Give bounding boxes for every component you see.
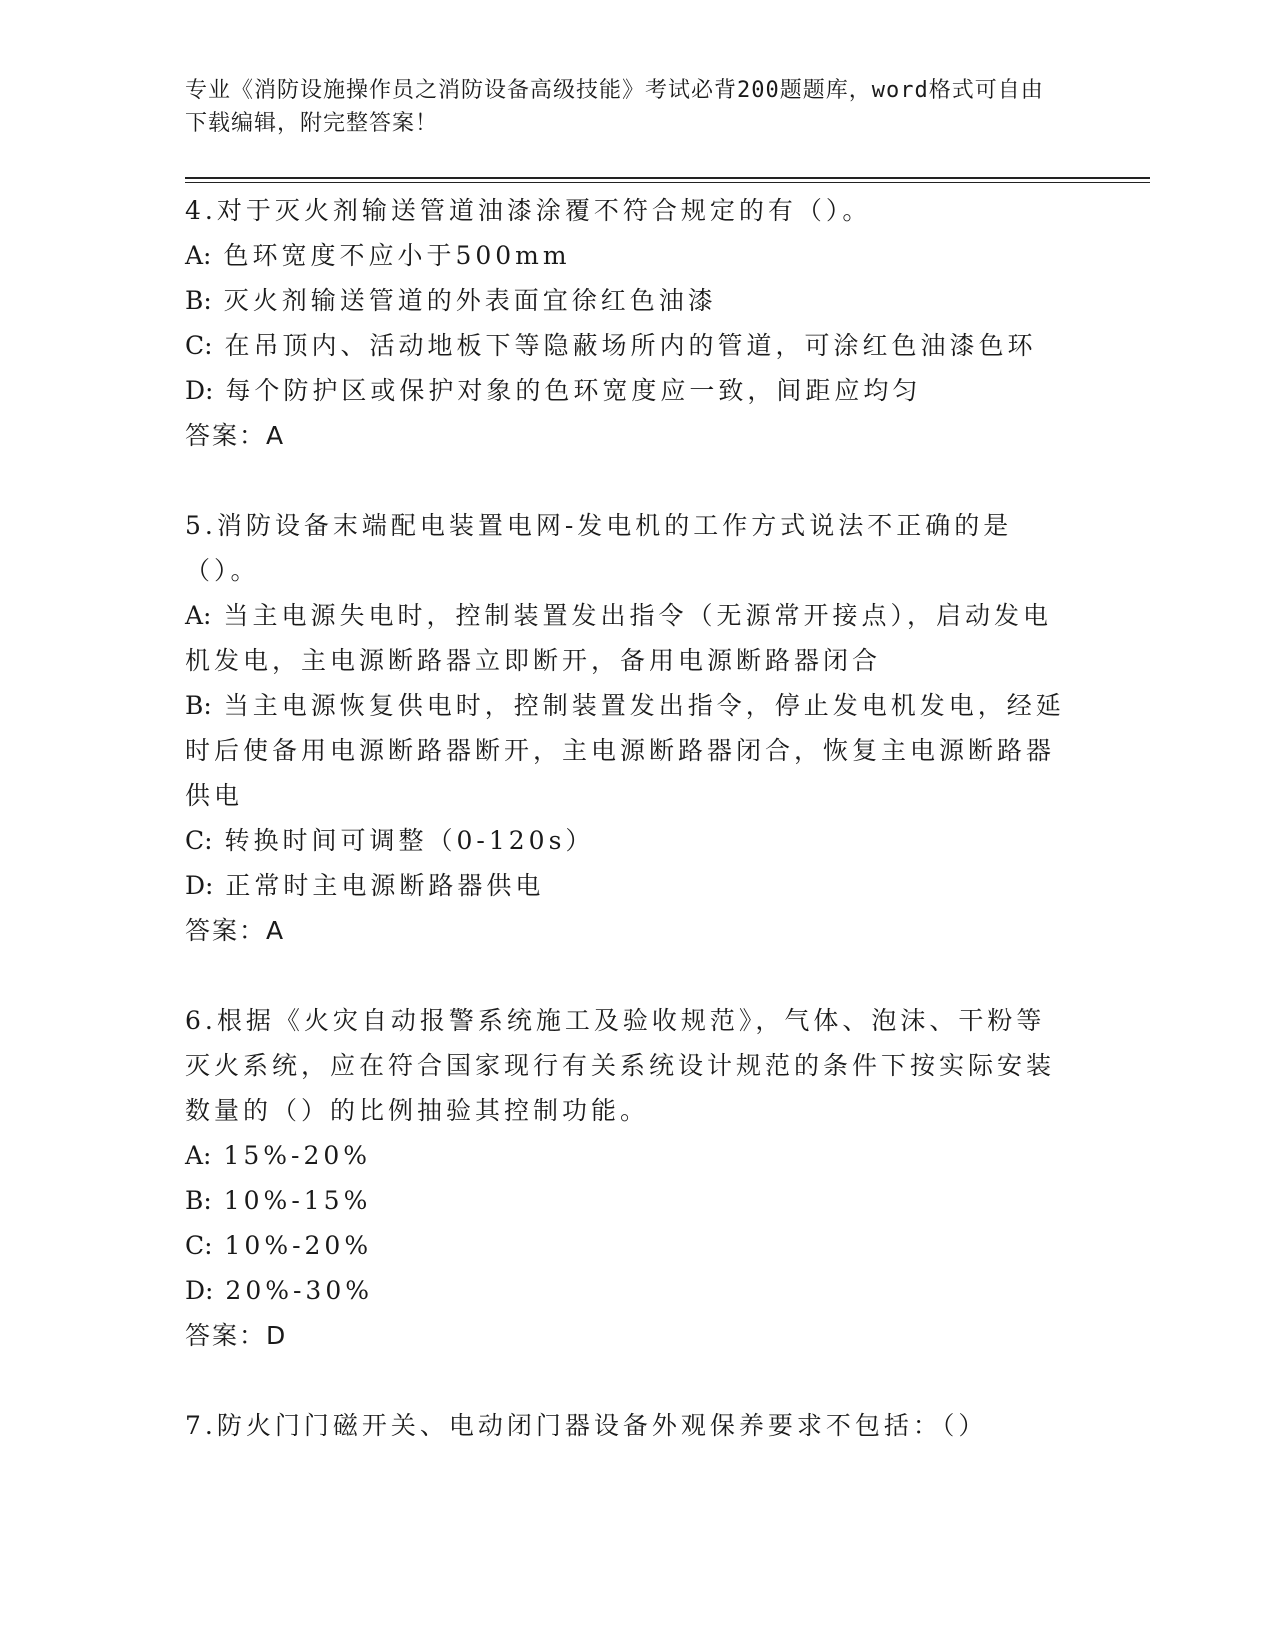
question-text: 消防设备末端配电装置电网-发电机的工作方式说法不正确的是（）。 [185, 511, 1013, 585]
option-letter: B: [185, 286, 212, 315]
question-number: 7. [185, 1411, 217, 1440]
option-a [185, 1133, 1070, 1178]
option-text: 20%-30% [225, 1276, 374, 1305]
question-text: 对于灭火剂输送管道油漆涂覆不符合规定的有（）。 [216, 196, 872, 225]
option-d [185, 1268, 1070, 1313]
option-letter: C: [185, 1231, 213, 1260]
option-text: 当主电源失电时，控制装置发出指令（无源常开接点），启动发电机发电，主电源断路器立即断开，备用电源断路器闭合 [185, 601, 1052, 675]
option-c [185, 818, 1070, 863]
option-c [185, 1223, 1070, 1268]
option-d [185, 863, 1070, 908]
option-letter: C: [185, 331, 213, 360]
option-text: 10%-15% [223, 1186, 372, 1215]
option-text: 15%-20% [223, 1141, 372, 1170]
question-5 [185, 503, 1070, 953]
option-a [185, 593, 1070, 683]
option-letter: D: [185, 1276, 214, 1305]
option-letter: A: [185, 1141, 212, 1170]
option-text: 在吊顶内、活动地板下等隐蔽场所内的管道，可涂红色油漆色环 [224, 331, 1037, 360]
question-text: 防火门门磁开关、电动闭门器设备外观保养要求不包括：（） [216, 1411, 988, 1440]
header-divider-thick [185, 177, 1150, 179]
option-text: 当主电源恢复供电时，控制装置发出指令，停止发电机发电，经延时后使备用电源断路器断开，主电源断路器闭合，恢复主电源断路器供电 [185, 691, 1065, 810]
question-stem [185, 503, 1070, 593]
question-list [185, 188, 1070, 1493]
question-number: 5. [185, 511, 217, 540]
answer-line: 答案：A [185, 421, 286, 450]
option-letter: A: [185, 241, 212, 270]
question-number: 4. [185, 196, 217, 225]
option-text: 正常时主电源断路器供电 [225, 871, 545, 900]
option-letter: B: [185, 691, 212, 720]
option-a [185, 233, 1070, 278]
question-stem [185, 188, 1070, 233]
option-letter: C: [185, 826, 213, 855]
question-stem [185, 998, 1070, 1133]
option-letter: B: [185, 1186, 212, 1215]
option-text: 每个防护区或保护对象的色环宽度应一致，间距应均匀 [225, 376, 922, 405]
option-letter: D: [185, 871, 214, 900]
option-letter: A: [185, 601, 212, 630]
question-7 [185, 1403, 1070, 1448]
answer-line: 答案：A [185, 916, 286, 945]
option-d [185, 368, 1070, 413]
document-header: 专业《消防设施操作员之消防设备高级技能》考试必背200题题库，word格式可自由下载编辑，附完整答案！ [185, 78, 1044, 136]
option-c [185, 323, 1070, 368]
question-text: 根据《火灾自动报警系统施工及验收规范》，气体、泡沫、干粉等灭火系统，应在符合国家现行有关系统设计规范的条件下按实际安装数量的（）的比例抽验其控制功能。 [185, 1006, 1056, 1125]
question-stem [185, 1403, 1070, 1448]
header-divider-thin [185, 182, 1150, 183]
option-b [185, 1178, 1070, 1223]
option-text: 色环宽度不应小于500mm [223, 241, 571, 270]
option-b [185, 683, 1070, 818]
option-text: 转换时间可调整（0-120s） [224, 826, 595, 855]
option-b [185, 278, 1070, 323]
option-text: 灭火剂输送管道的外表面宜徐红色油漆 [223, 286, 717, 315]
option-text: 10%-20% [224, 1231, 373, 1260]
question-6 [185, 998, 1070, 1358]
question-4 [185, 188, 1070, 458]
question-number: 6. [185, 1006, 217, 1035]
option-letter: D: [185, 376, 214, 405]
answer-line: 答案：D [185, 1321, 288, 1350]
